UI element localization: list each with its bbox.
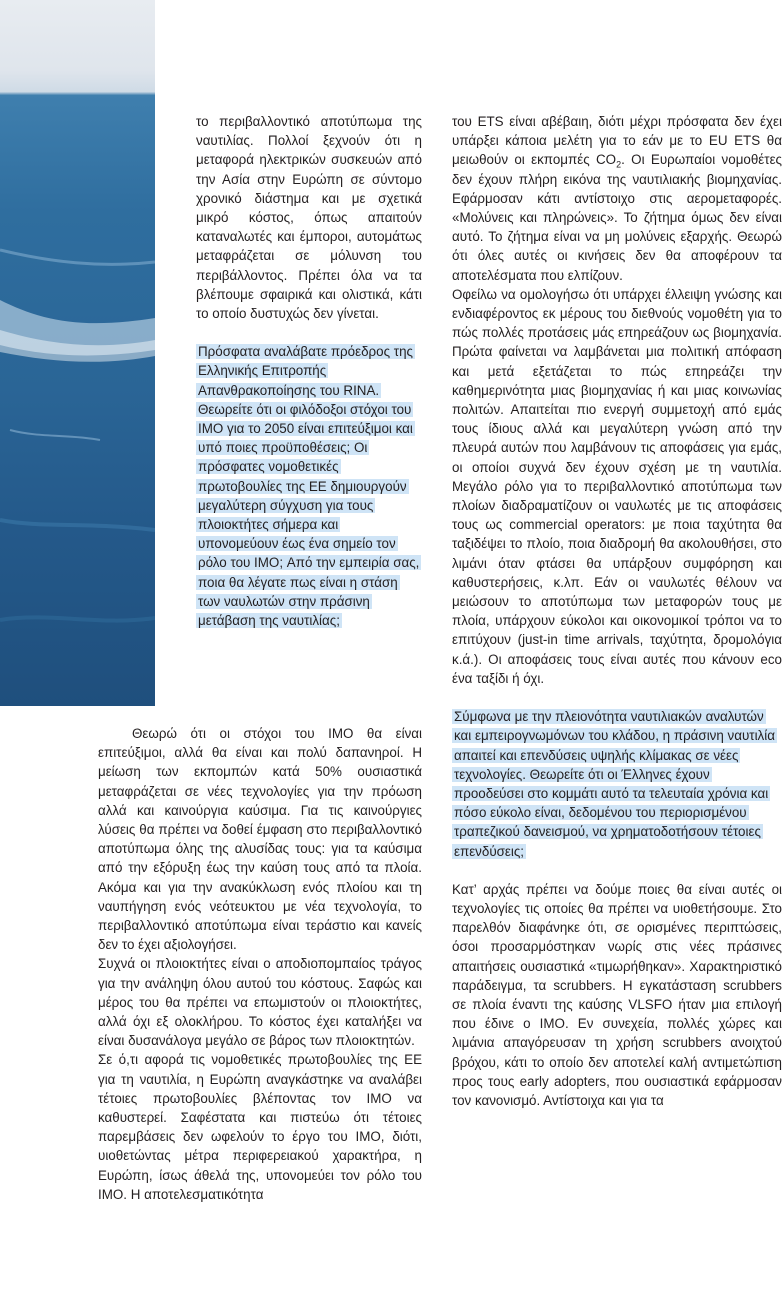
question-text: Σύμφωνα με την πλειονότητα ναυτιλιακών αναλυτών και εμπειρογνωμόνων του κλάδου, η πράσινη ναυτιλία απαιτεί και επενδύσεις υψηλής κλίμακας σε νέες τεχνολογίες. Θεωρείτε ότι οι Έλληνες έχουν προοδεύσει στο κομμάτι αυτό τα τελευταία χρόνια και πόσο εύκολο είναι, δεδομένου του περιορισμένου τραπεζικού δανεισμού, να χρηματοδοτήσουν τέτοιες επενδύσεις; — [454, 709, 775, 859]
column-3 — [452, 112, 782, 1110]
column-2 — [98, 724, 422, 1204]
paragraph: Συχνά οι πλοιοκτήτες είναι ο αποδιοπομπαίος τράγος για την ανάληψη όλου αυτού του κόστους. Σαφώς και μέρος του θα πρέπει να επωμιστούν οι πλοιοκτήτες, αλλά όχι εξ ολοκλήρου. Το κόστος έχει καταλήξει να είναι δυσανάλογα μεγάλο σε βάρος των πλοιοκτητών. — [98, 956, 422, 1049]
paragraph — [452, 112, 782, 285]
question-text: Πρόσφατα αναλάβατε πρόεδρος της Ελληνικής Επιτροπής Απανθρακοποίησης του RINA. Θεωρείτε ότι οι φιλόδοξοι στόχοι του IMO για το 2050 είναι επιτεύξιμοι και υπό ποιες προϋποθέσεις; Οι πρόσφατες νομοθετικές πρωτοβουλίες της ΕΕ δημιουργούν μεγαλύτερη σύγχυση για τους πλοιοκτήτες σήμερα και υπονομεύουν έως ένα σημείο τον ρόλο του IMO; Από την εμπειρία σας, ποια θα λέγατε πως είναι η στάση των ναυλωτών στην πράσινη μετάβαση της ναυτιλίας; — [198, 344, 420, 629]
interview-question-2 — [452, 707, 782, 861]
paragraph: το περιβαλλοντικό αποτύπωμα της ναυτιλίας. Πολλοί ξεχνούν ότι η μεταφορά ηλεκτρικών συσκευών από την Ασία στην Ευρώπη σε σύντομο χρονικό διάστημα και με σχετικά μικρό κόστος, όπως απαιτούν καταναλωτές και έμποροι, αυτομάτως μεταφράζεται σε μόλυνση του περιβάλλοντος. Πρέπει όλα να τα βλέπουμε σφαιρικά και ολιστικά, κάτι το οποίο δυστυχώς δεν γίνεται. — [196, 114, 422, 322]
subscript: 2 — [616, 160, 622, 171]
paragraph-part: . Οι Ευρωπαίοι νομοθέτες δεν έχουν πλήρη εικόνα της ναυτιλιακής βιομηχανίας. Εφάρμοσαν κάτι αντίστοιχο στις αερομεταφορές. «Μολύνεις και πληρώνεις». Το ζήτημα όμως δεν είναι αυτό. Το ζήτημα είναι να μη μολύνεις εξαρχής. Θεωρώ ότι όλες αυτές οι κινήσεις δεν θα αποφέρουν τα αποτελέσματα που ελπίζουν. — [452, 152, 782, 283]
paragraph-part: του ETS είναι αβέβαιη, διότι μέχρι πρόσφατα δεν έχει υπάρξει κάποια μελέτη για το εάν με το EU ETS θα μειωθούν οι εκπομπές CO — [452, 114, 782, 168]
paragraph: Σε ό,τι αφορά τις νομοθετικές πρωτοβουλίες της ΕΕ για τη ναυτιλία, η Ευρώπη αναγκάστηκε να αναλάβει τέτοιες πρωτοβουλίες βλέποντας τον IMO να καθυστερεί. Σαφέστατα και πιστεύω ότι τέτοιες παρεμβάσεις δεν ωφελούν το έργο του IMO, διότι, υιοθετώντας μέτρα περιφερειακού χαρακτήρα, η Ευρώπη, ίσως άθελά της, υπονομεύει τον ρόλο του IMO. Η αποτελεσματικότητα — [98, 1052, 422, 1202]
interview-question-1 — [196, 342, 422, 630]
sea-photo — [0, 0, 155, 706]
answer-paragraph: Κατ’ αρχάς πρέπει να δούμε ποιες θα είναι αυτές οι τεχνολογίες τις οποίες θα πρέπει να υιοθετήσουμε. Στο παρελθόν διαφάνηκε ότι, σε ορισμένες περιπτώσεις, όσοι προσαρμόστηκαν νωρίς στις νέες πράσινες απαιτήσεις ουσιαστικά «τιμωρήθηκαν». Χαρακτηριστικό παράδειγμα, τα scrubbers. Η εγκατάσταση scrubbers σε πλοία έναντι της καύσης VLSFO ήταν μια επιλογή που έδινε ο IMO. Εν συνεχεία, πολλές χώρες και λιμάνια απαγόρευσαν τη χρήση scrubbers ανοιχτού βρόχου, κάτι το οποίο δεν αποτελεί καλή αντιμετώπιση προς τους early adopters, που ουσιαστικά εφάρμοσαν τον κανονισμό. Αντίστοιχα και για τα — [452, 881, 782, 1108]
answer-paragraph: Θεωρώ ότι οι στόχοι του IMO θα είναι επιτεύξιμοι, αλλά θα είναι και πολύ δαπανηροί. Η μείωση των εκπομπών κατά 50% ουσιαστικά μεταφράζεται σε νέες τεχνολογίες για την πρόωση αλλά και καινούργια καύσιμα. Για τις καινούργιες λύσεις θα πρέπει να δοθεί έμφαση στο περιβαλλοντικό αποτύπωμα όλης της αλυσίδας τους: για τα καύσιμα από την εξόρυξη έως την καύση τους από τα πλοία. Ακόμα και για την ανακύκλωση ενός πλοίου και τη ναυπήγηση ενός νεότευκτου με νέα τεχνολογία, το περιβαλλοντικό αποτύπωμα είναι τεράστιο και κανείς δεν το έχει αξιολογήσει. — [98, 726, 422, 953]
paragraph: Οφείλω να ομολογήσω ότι υπάρχει έλλειψη γνώσης και ενδιαφέροντος εκ μέρους του διεθνούς νομοθέτη για το πώς πολλές προτάσεις μάς επηρεάζουν ως βιομηχανία. Πρώτα φαίνεται να λαμβάνεται μια πολιτική απόφαση και μετά εξετάζεται το πώς επηρεάζει την καθημερινότητα μιας βιομηχανίας ή και μιας κοινωνίας πολιτών. Απαιτείται πιο ενεργή συμμετοχή από εμάς τους ίδιους αλλά και μεγαλύτερη γνώση από την πλευρά αυτών που λαμβάνουν τις αποφάσεις για εμάς, οι οποίοι συχνά δεν έχουν σχέση με τη ναυτιλία. Μεγάλο ρόλο για το περιβαλλοντικό αποτύπωμα των πλοίων διαδραματίζουν οι ναυλωτές με τις αποφάσεις τους ως commercial operators: με ποια ταχύτητα θα ταξιδέψει το πλοίο, ποια διαδρομή θα ακολουθήσει, στο λιμάνι όταν φτάσει θα υπάρξουν συμφόρηση και καθυστερήσεις, κ.λπ. Εάν οι ναυλωτές θέλουν να μειώσουν το αποτύπωμα των μεταφορών τους με πλοία, υπάρχουν εύκολοι και οικονομικοί τρόποι να το επιτύχουν (just-in time arrivals, ταχύτητα, δρομολόγια κ.ά.). Οι αποφάσεις τους είναι αυτές που κάνουν eco ένα ταξίδι ή όχι. — [452, 286, 782, 686]
sea-photo-graphic — [0, 0, 155, 706]
column-1 — [196, 112, 422, 630]
